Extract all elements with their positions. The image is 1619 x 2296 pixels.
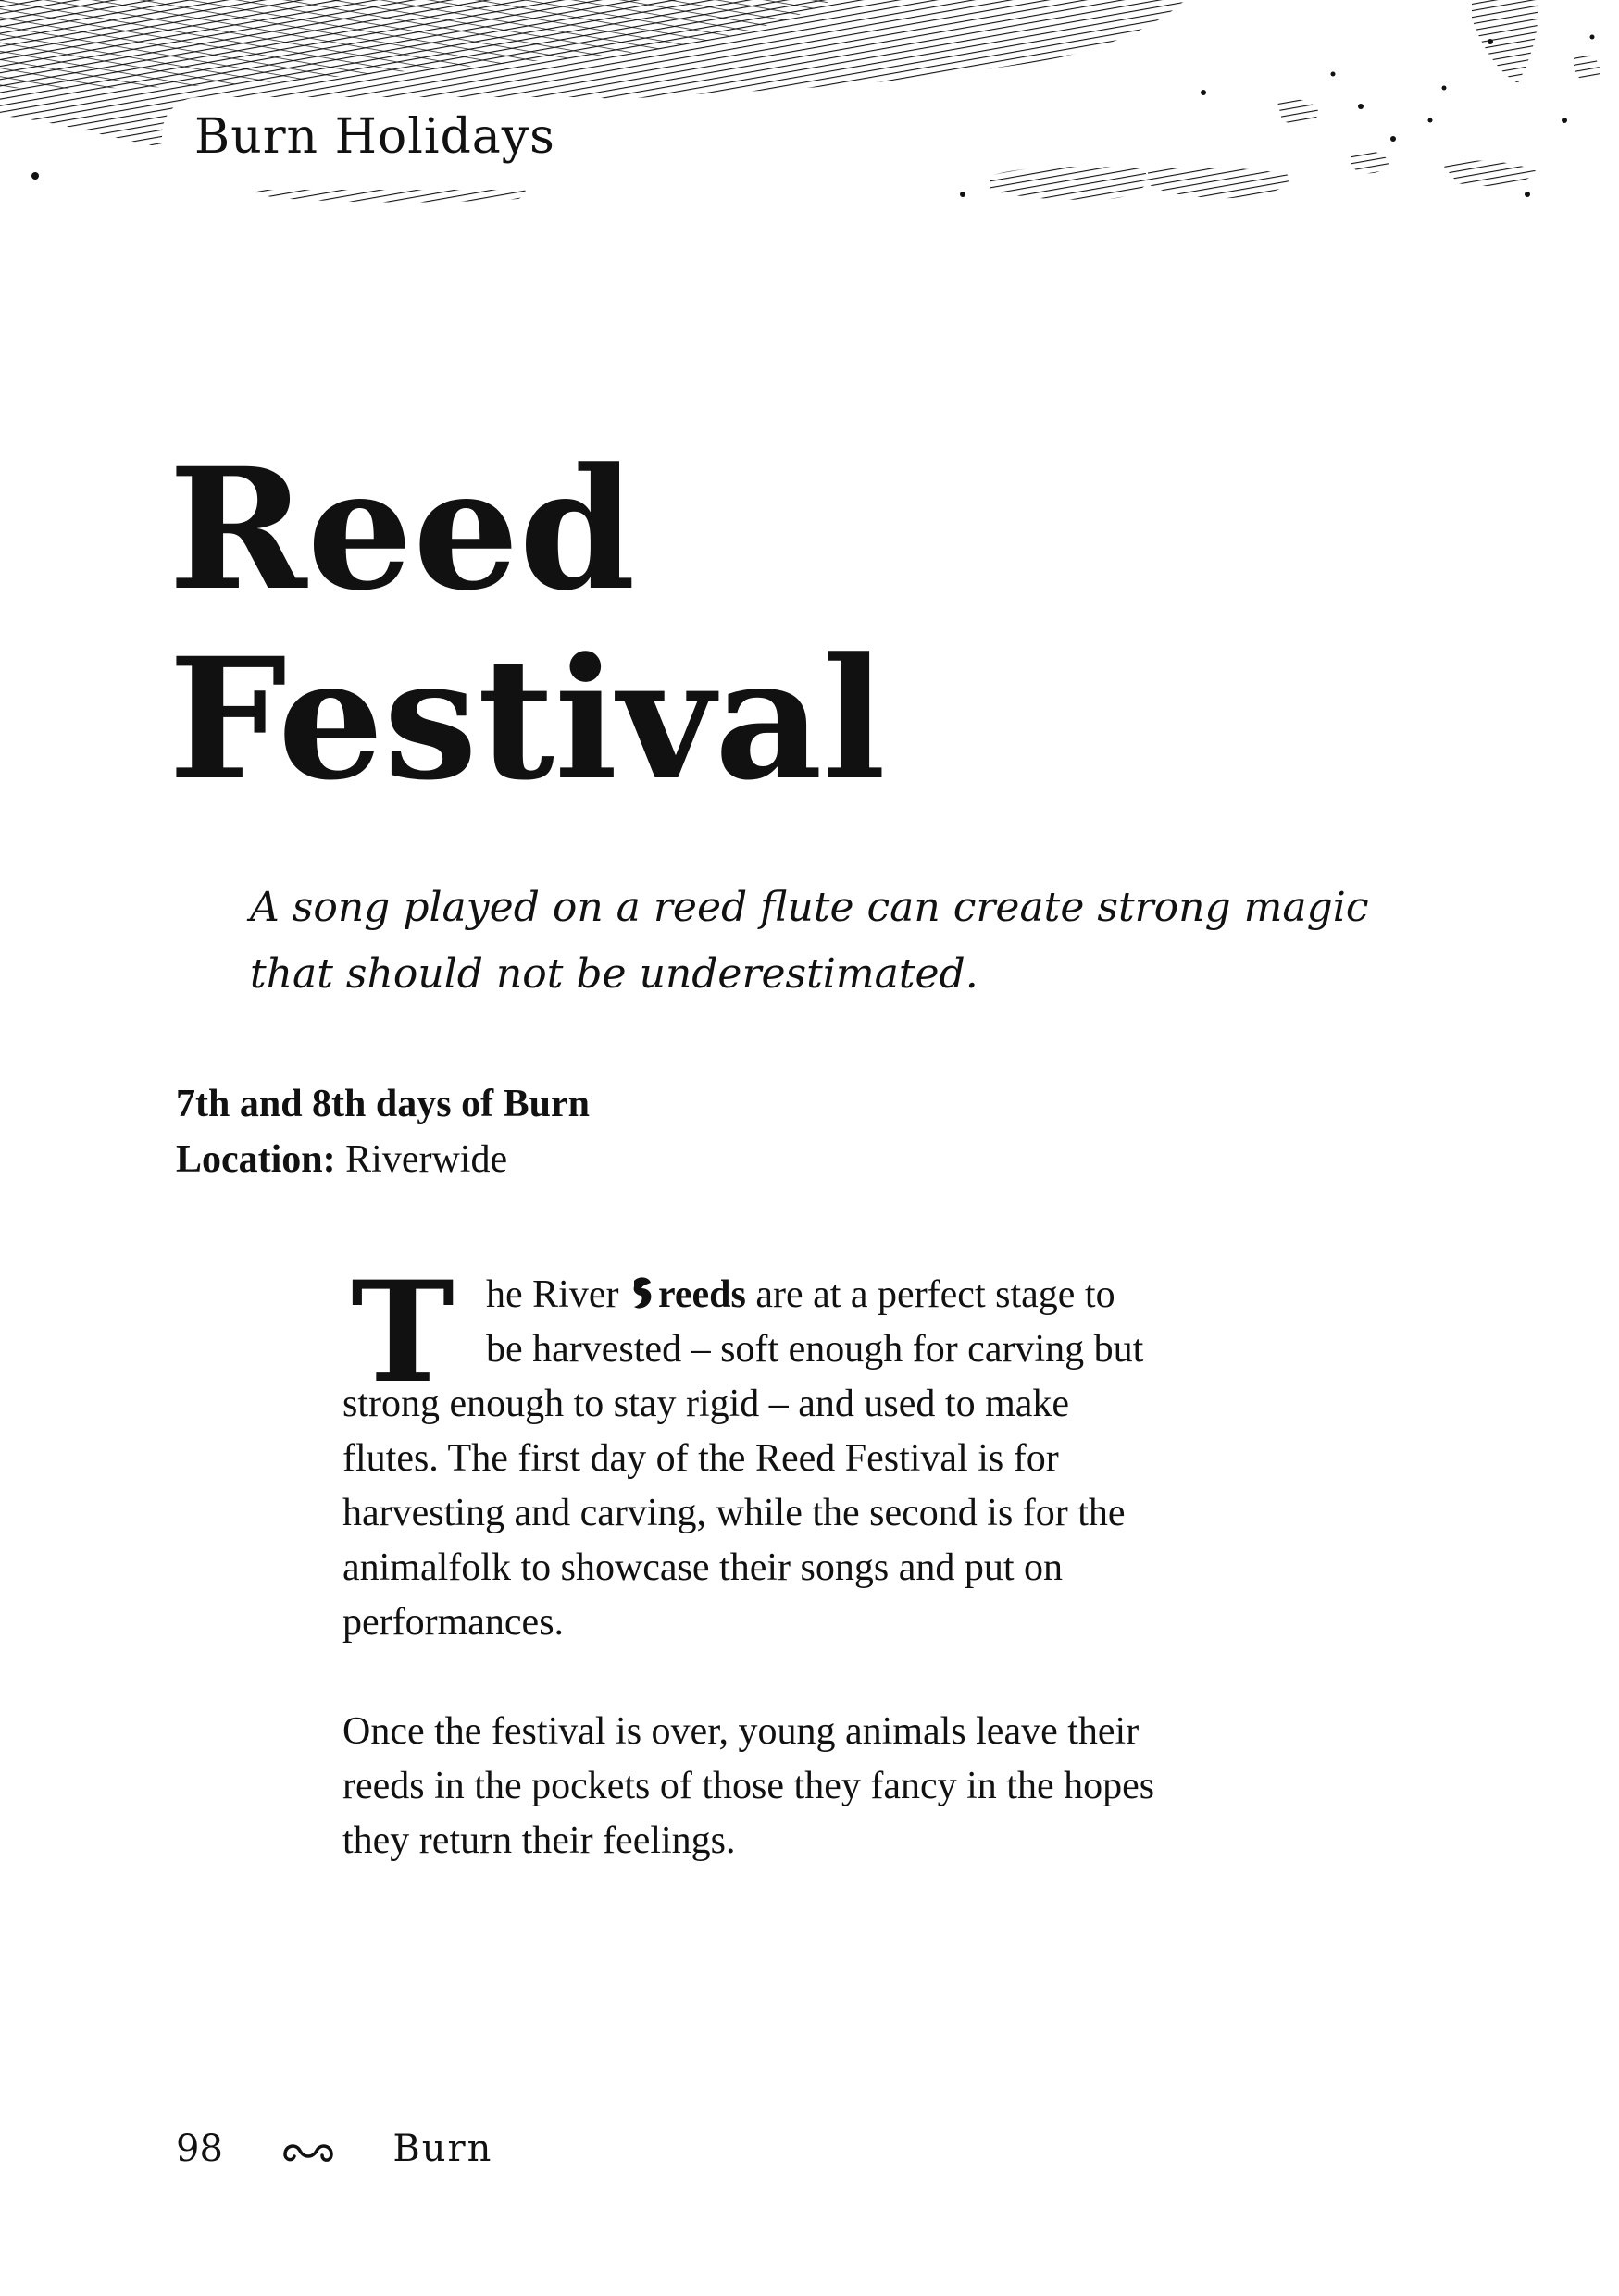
body-text-fragment: are at a perfect stage to bbox=[745, 1273, 1115, 1316]
holiday-meta bbox=[176, 1076, 590, 1187]
body-line: they return their feelings. bbox=[342, 1819, 736, 1862]
body-line: performances. bbox=[342, 1601, 565, 1644]
holiday-dates: 7th and 8th days of Burn bbox=[176, 1083, 590, 1125]
body-line: reeds in the pockets of those they fancy in the hopes bbox=[342, 1765, 1155, 1807]
swirl-ornament-icon bbox=[281, 2138, 335, 2166]
title-line-2: Festival bbox=[168, 622, 886, 817]
epigraph-line-2: that should not be underestimated. bbox=[250, 950, 978, 998]
epigraph bbox=[250, 875, 1369, 1008]
body-line: harvesting and carving, while the second is for the bbox=[342, 1492, 1126, 1534]
body-line: be harvested – soft enough for carving but bbox=[486, 1328, 1144, 1371]
title-line-1: Reed bbox=[168, 432, 636, 627]
reed-glossary-icon bbox=[629, 1275, 656, 1312]
body-line: flutes. The first day of the Reed Festival is for bbox=[342, 1437, 1059, 1480]
body-line: strong enough to stay rigid – and used to make bbox=[342, 1383, 1070, 1425]
running-header: Burn Holidays bbox=[194, 109, 555, 165]
body-line: animalfolk to showcase their songs and put on bbox=[342, 1546, 1064, 1589]
body-text-fragment: he River bbox=[486, 1273, 629, 1316]
body-text bbox=[342, 1251, 1250, 1868]
epigraph-line-1: A song played on a reed flute can create strong magic bbox=[250, 884, 1369, 931]
page-footer bbox=[176, 2121, 492, 2177]
page-number: 98 bbox=[176, 2128, 223, 2170]
page-title bbox=[168, 432, 886, 817]
location-label: Location: bbox=[176, 1138, 336, 1181]
glossary-term-reeds[interactable]: reeds bbox=[657, 1273, 746, 1316]
drop-cap: T bbox=[351, 1251, 455, 1414]
location-value: Riverwide bbox=[345, 1138, 508, 1181]
body-line bbox=[342, 1268, 1250, 1322]
paragraph-gap bbox=[342, 1650, 1250, 1705]
body-line: Once the festival is over, young animals leave their bbox=[342, 1710, 1140, 1753]
footer-section-name: Burn bbox=[392, 2128, 493, 2170]
